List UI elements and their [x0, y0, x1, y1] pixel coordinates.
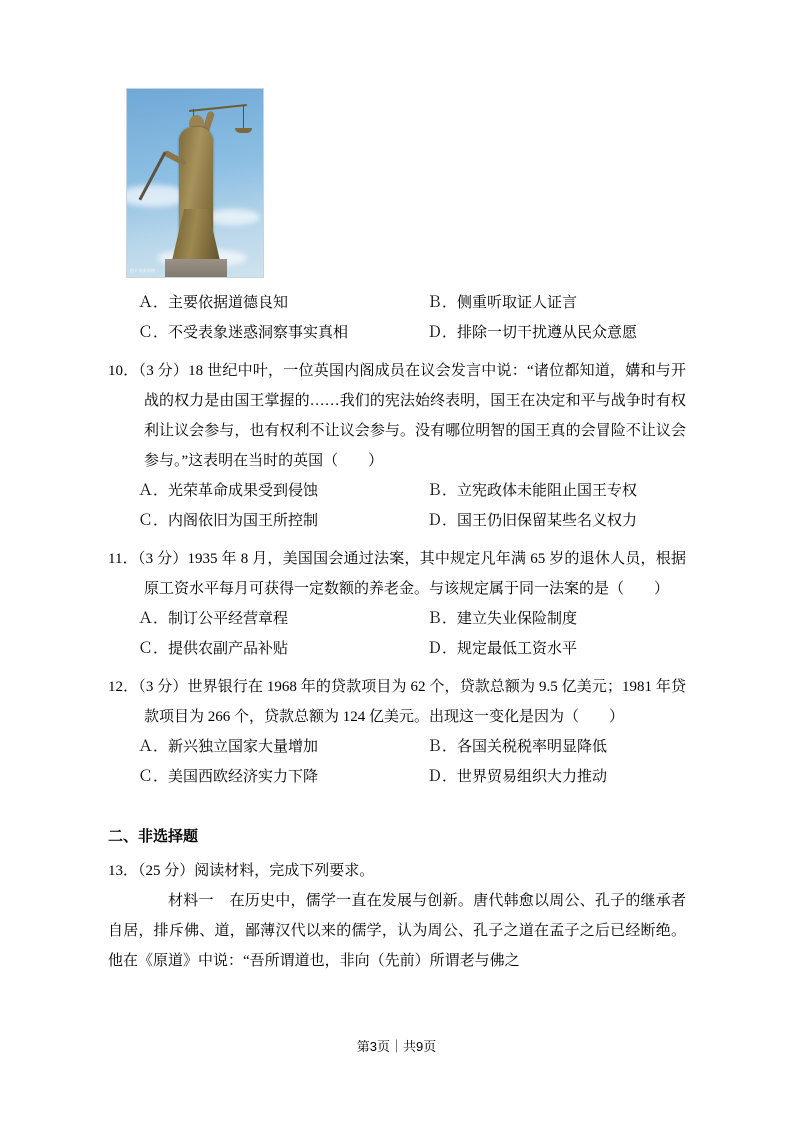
option-b[interactable]: Ｂ．立宪政体未能阻止国王专权 — [427, 483, 638, 499]
option-b[interactable]: Ｂ．各国关税税率明显降低 — [427, 739, 608, 755]
option-a[interactable]: Ａ．制订公平经营章程 — [138, 611, 289, 627]
material-text: 在历史中，儒学一直在发展与创新。唐代韩愈以周公、孔子的继承者自居，排斥佛、道，鄙薄汉代以来的儒学，认为周公、孔子之道在孟子之后已经断绝。他在《原道》中说：“吾所谓道也，非向（先前）所谓老与佛之 — [108, 893, 687, 969]
page-number-label: 第3页｜共9页 — [356, 1039, 437, 1054]
scales-pan-right — [235, 128, 252, 133]
page-footer — [0, 1036, 793, 1055]
question-10-stem — [108, 356, 686, 476]
option-d[interactable]: Ｄ．排除一切干扰遵从民众意愿 — [427, 325, 638, 341]
question-10-block — [108, 356, 686, 536]
cloud-shape — [205, 209, 260, 225]
question-12-block — [108, 672, 686, 792]
option-list — [108, 288, 686, 348]
option-b[interactable]: Ｂ．建立失业保险制度 — [427, 611, 578, 627]
option-b[interactable]: Ｂ．侧重听取证人证言 — [427, 295, 578, 311]
option-c[interactable]: Ｃ．美国西欧经济实力下降 — [138, 769, 319, 785]
option-list — [108, 476, 686, 536]
question-11-stem — [108, 544, 686, 604]
option-d[interactable]: Ｄ．国王仍旧保留某些名义权力 — [427, 513, 638, 529]
page-content — [108, 88, 686, 976]
section-title-non-choice: 二、非选择题 — [108, 829, 199, 845]
option-c[interactable]: Ｃ．不受表象迷惑洞察事实真相 — [138, 325, 349, 341]
option-c[interactable]: Ｃ．内阁依旧为国王所控制 — [138, 513, 319, 529]
option-c[interactable]: Ｃ．提供农副产品补贴 — [138, 641, 289, 657]
image-watermark: 图片来源网络 — [130, 268, 156, 273]
question-9-options-block — [108, 288, 686, 348]
question-13-stem-text: 13．（25 分）阅读材料，完成下列要求。 — [108, 863, 375, 879]
question-11-stem-text: 11．（3 分）1935 年 8 月，美国国会通过法案，其中规定凡年满 65 岁的退休人员，根据原工资水平每月可获得一定数额的养老金。与该规定属于同一法案的是（ ） — [108, 551, 686, 597]
question-12-stem-text: 12．（3 分）世界银行在 1968 年的贷款项目为 62 个，贷款总额为 9.5 亿美元；1981 年贷款项目为 266 个，贷款总额为 124 亿美元。出现这一变化是因为（ ） — [108, 679, 686, 725]
question-12-stem — [108, 672, 686, 732]
statue-pedestal — [165, 259, 227, 278]
option-list — [108, 732, 686, 792]
material-label: 材料一 — [168, 893, 214, 909]
option-a[interactable]: Ａ．光荣革命成果受到侵蚀 — [138, 483, 319, 499]
material-gap — [218, 893, 230, 909]
question-13-material-one — [108, 886, 686, 976]
scales-rope-right — [243, 105, 244, 129]
option-d[interactable]: Ｄ．规定最低工资水平 — [427, 641, 578, 657]
question-10-stem-text: 10．（3 分）18 世纪中叶，一位英国内阁成员在议会发言中说：“诸位都知道，媾和与开战的权力是由国王掌握的……我们的宪法始终表明，国王在决定和平与战争时有权利让议会参与，也有权利不让议会参与。没有哪位明智的国王真的会冒险不让议会参与。”这表明在当时的英国（ ） — [108, 363, 686, 469]
option-d[interactable]: Ｄ．世界贸易组织大力推动 — [427, 769, 608, 785]
question-13-stem — [108, 856, 686, 886]
option-a[interactable]: Ａ．新兴独立国家大量增加 — [138, 739, 319, 755]
justice-statue-image — [126, 88, 264, 278]
question-11-block — [108, 544, 686, 664]
option-a[interactable]: Ａ．主要依据道德良知 — [138, 295, 289, 311]
option-list — [108, 604, 686, 664]
